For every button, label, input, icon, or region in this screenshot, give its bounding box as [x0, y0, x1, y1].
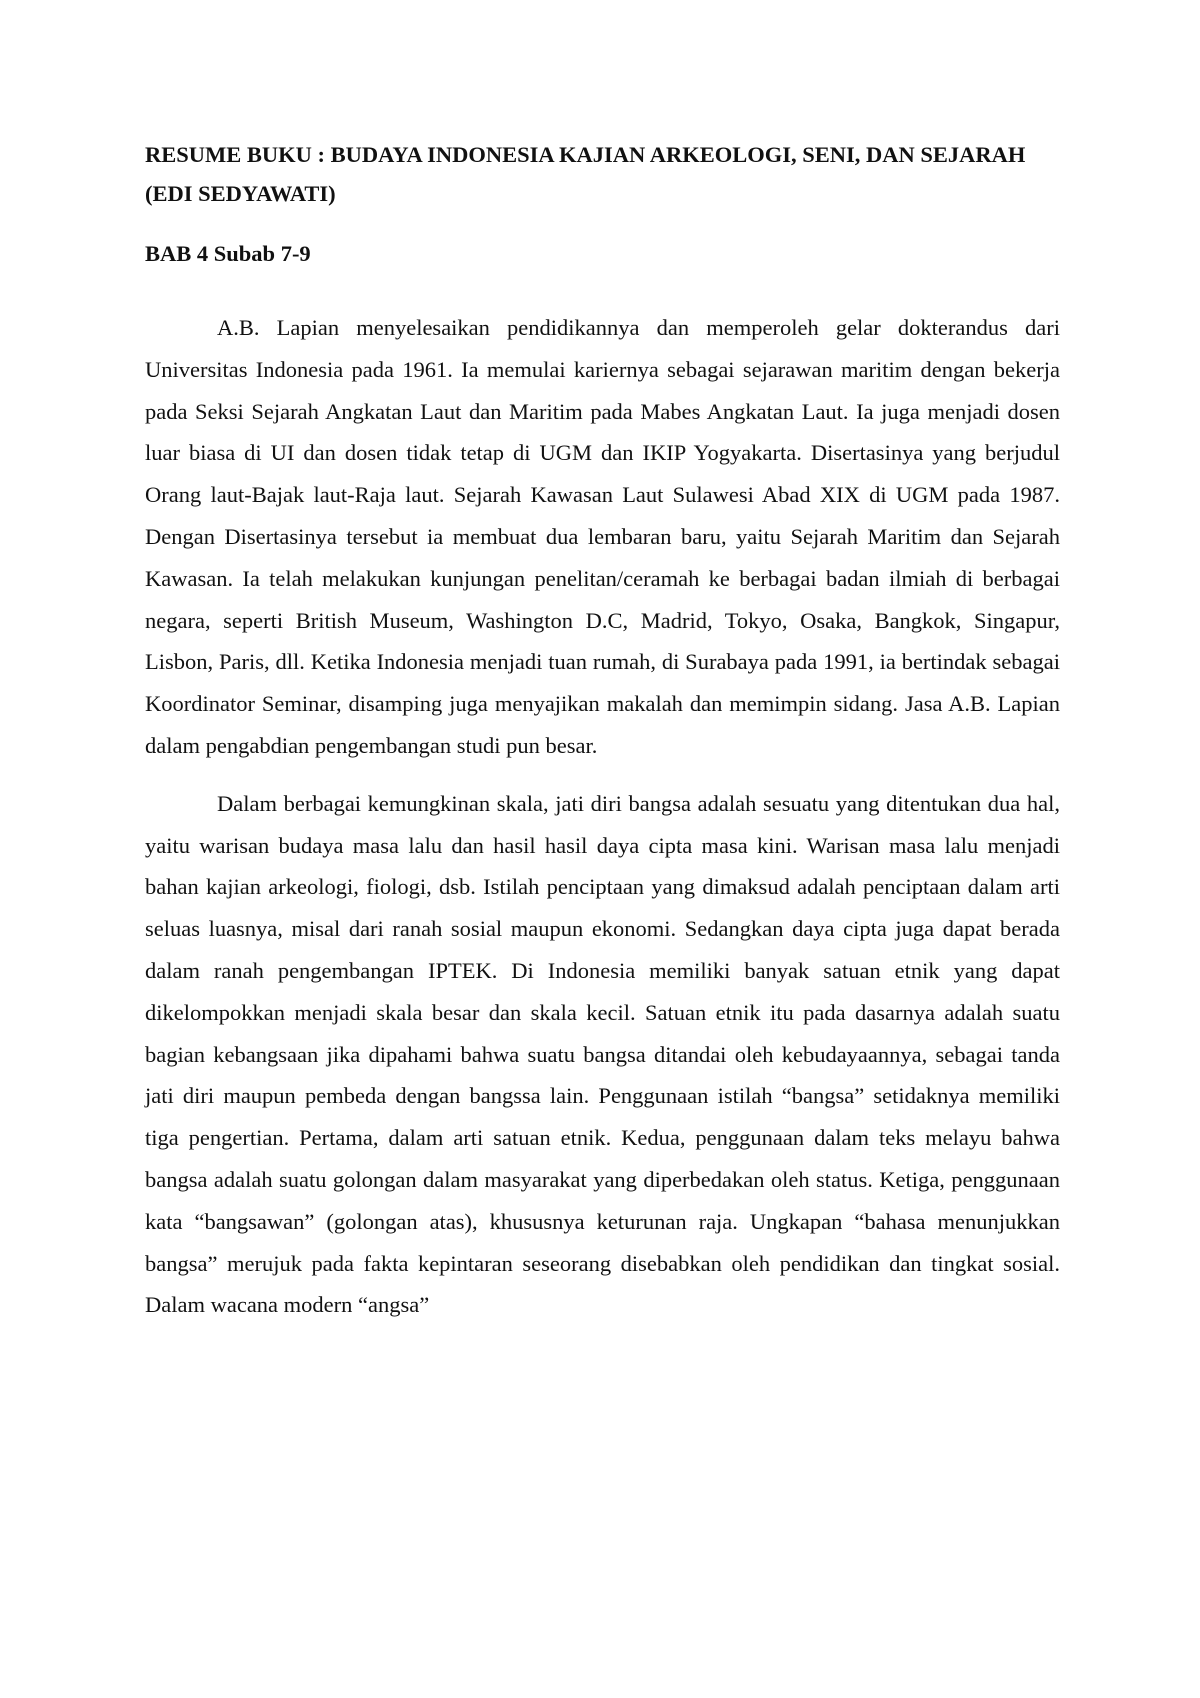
document-content: [145, 135, 1060, 1326]
body-paragraph: A.B. Lapian menyelesaikan pendidikannya dan memperoleh gelar dokterandus dari Universitas Indonesia pada 1961. Ia memulai kariernya sebagai sejarawan maritim dengan bekerja pada Seksi Sejarah Angkatan Laut dan Maritim pada Mabes Angkatan Laut. Ia juga menjadi dosen luar biasa di UI dan dosen tidak tetap di UGM dan IKIP Yogyakarta. Disertasinya yang berjudul Orang laut-Bajak laut-Raja laut. Sejarah Kawasan Laut Sulawesi Abad XIX di UGM pada 1987. Dengan Disertasinya tersebut ia membuat dua lembaran baru, yaitu Sejarah Maritim dan Sejarah Kawasan. Ia telah melakukan kunjungan penelitan/ceramah ke berbagai badan ilmiah di berbagai negara, seperti British Museum, Washington D.C, Madrid, Tokyo, Osaka, Bangkok, Singapur, Lisbon, Paris, dll. Ketika Indonesia menjadi tuan rumah, di Surabaya pada 1991, ia bertindak sebagai Koordinator Seminar, disamping juga menyajikan makalah dan memimpin sidang. Jasa A.B. Lapian dalam pengabdian pengembangan studi pun besar.: [145, 315, 1060, 758]
document-title: RESUME BUKU : BUDAYA INDONESIA KAJIAN ARKEOLOGI, SENI, DAN SEJARAH (EDI SEDYAWATI): [145, 142, 1026, 206]
chapter-heading: BAB 4 Subab 7-9: [145, 241, 311, 266]
body-paragraph: Dalam berbagai kemungkinan skala, jati diri bangsa adalah sesuatu yang ditentukan dua hal, yaitu warisan budaya masa lalu dan hasil hasil daya cipta masa kini. Warisan masa lalu menjadi bahan kajian arkeologi, fiologi, dsb. Istilah penciptaan yang dimaksud adalah penciptaan dalam arti seluas luasnya, misal dari ranah sosial maupun ekonomi. Sedangkan daya cipta juga dapat berada dalam ranah pengembangan IPTEK. Di Indonesia memiliki banyak satuan etnik yang dapat dikelompokkan menjadi skala besar dan skala kecil. Satuan etnik itu pada dasarnya adalah suatu bagian kebangsaan jika dipahami bahwa suatu bangsa ditandai oleh kebudayaannya, sebagai tanda jati diri maupun pembeda dengan bangssa lain. Penggunaan istilah “bangsa” setidaknya memiliki tiga pengertian. Pertama, dalam arti satuan etnik. Kedua, penggunaan dalam teks melayu bahwa bangsa adalah suatu golongan dalam masyarakat yang diperbedakan oleh status. Ketiga, penggunaan kata “bangsawan” (golongan atas), khususnya keturunan raja. Ungkapan “bahasa menunjukkan bangsa” merujuk pada fakta kepintaran seseorang disebabkan oleh pendidikan dan tingkat sosial. Dalam wacana modern “angsa”: [145, 790, 1060, 1318]
